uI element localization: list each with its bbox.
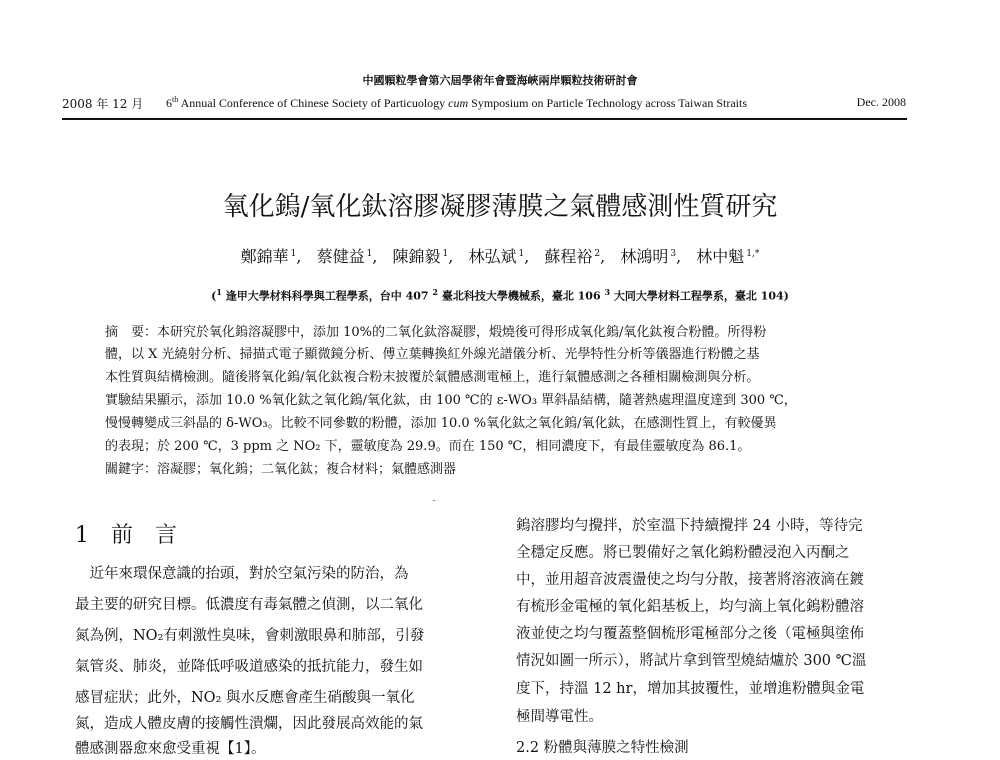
header-date-zh: 2008 年 12 月	[62, 97, 144, 111]
abstract-line: 摘 要：本研究於氧化鎢溶凝膠中，添加 10%的二氧化鈦溶凝膠，煅燒後可得形成氧化鎢/氧化鈦複合粉體。所得粉	[105, 325, 767, 340]
author: 林弘斌 $^1$,	[468, 247, 530, 266]
body-line: 最主要的研究目標。低濃度有毒氣體之偵測，以二氧化	[75, 597, 423, 613]
abstract-line: 的表現；於 200 ℃，3 ppm 之 NO₂ 下，靈敏度為 29.9。而在 150 ℃，相同濃度下，有最佳靈敏度為 86.1。	[105, 439, 751, 454]
body-line: 近年來環保意識的抬頭，對於空氣污染的防治，為	[75, 566, 409, 582]
conference-en-cum: cum	[448, 96, 469, 110]
author-list	[0, 244, 1000, 267]
body-line: 中，並用超音波震盪使之均勻分散，接著將溶液滴在鍍	[516, 572, 864, 588]
body-line: 鎢溶膠均勻攪拌，於室溫下持續攪拌 24 小時，等待完	[516, 518, 863, 534]
header-date-en: Dec. 2008	[856, 95, 906, 109]
body-line: 情況如圖一所示），將試片拿到管型燒結爐於 300 ℃溫	[516, 653, 867, 669]
keywords-line: 關鍵字：溶凝膠；氧化鎢；二氧化鈦；複合材料；氣體感測器	[105, 462, 457, 477]
section-heading: 1 前 言	[75, 523, 177, 548]
abstract-line: 本性質與結構檢測。隨後將氧化鎢/氧化鈦複合粉末披覆於氣體感測電極上，進行氣體感測之各種相關檢測與分析。	[105, 370, 760, 385]
abstract-line: 實驗結果顯示，添加 10.0 %氧化鈦之氧化鎢/氧化鈦，由 100 ℃的 ε-WO₃ 單斜晶結構，隨著熱處理溫度達到 300 ℃，	[105, 393, 797, 408]
column-divider-mark	[433, 500, 435, 501]
body-line: 液並使之均勻覆蓋整個梳形電極部分之後（電極與塗佈	[516, 626, 864, 642]
conference-title-zh: 中國顆粒學會第六屆學術年會暨海峽兩岸顆粒技術研討會	[362, 74, 638, 87]
conference-title-en	[166, 95, 747, 111]
author: 蔡健益 $^1$,	[316, 247, 378, 266]
body-line: 極間導電性。	[516, 709, 603, 725]
paper-title: 氧化鎢/氧化鈦溶膠凝膠薄膜之氣體感測性質研究	[222, 192, 778, 222]
body-line: 體感測器愈來愈受重視【1】。	[75, 741, 266, 757]
subsection-heading: 2.2 粉體與薄膜之特性檢測	[516, 740, 689, 756]
body-line: 感冒症狀；此外，NO₂ 與水反應會產生硝酸與一氧化	[75, 690, 415, 706]
body-line: 氮為例，NO₂有刺激性臭味，會刺激眼鼻和肺部，引發	[75, 628, 425, 644]
body-line: 度下，持溫 12 hr，增加其披覆性，並增進粉體與金電	[516, 681, 865, 697]
author: 林中魁 $^{1,*}$	[696, 247, 760, 266]
header-rule	[62, 118, 907, 120]
author: 林鴻明 $^3$,	[620, 247, 682, 266]
author: 陳錦毅 $^1$,	[392, 247, 454, 266]
conference-en-part-b: Symposium on Particle Technology across Taiwan Straits	[468, 96, 748, 110]
ordinal-suffix: th	[172, 95, 179, 104]
author: 鄭錦華 $^1$,	[240, 247, 302, 266]
abstract-line: 慢慢轉變成三斜晶的 δ-WO₃。比較不同參數的粉體，添加 10.0 %氧化鈦之氧化鎢/氧化鈦，在感測性質上，有較優異	[105, 416, 777, 431]
author: 蘇程裕 $^2$,	[544, 247, 606, 266]
ordinal: 6	[166, 96, 172, 110]
conference-en-part-a: Annual Conference of Chinese Society of Particuology	[178, 96, 449, 110]
body-line: 氮，造成人體皮膚的接觸性潰爛，因此發展高效能的氣	[75, 716, 423, 732]
body-line: 全穩定反應。將已製備好之氧化鎢粉體浸泡入丙酮之	[516, 545, 850, 561]
body-line: 有梳形金電極的氧化鋁基板上，均勻滴上氧化鎢粉體溶	[516, 599, 864, 615]
affiliations: ($^1$ 逢甲大學材料科學與工程學系，台中 407 $^2$ 臺北科技大學機械系，臺北 106 $^3$ 大同大學材料工程學系，臺北 104)	[211, 287, 789, 303]
abstract-line: 體，以 X 光繞射分析、掃描式電子顯微鏡分析、傅立葉轉換紅外線光譜儀分析、光學特性分析等儀器進行粉體之基	[105, 347, 760, 362]
body-line: 氣管炎、肺炎，並降低呼吸道感染的抵抗能力，發生如	[75, 659, 423, 675]
